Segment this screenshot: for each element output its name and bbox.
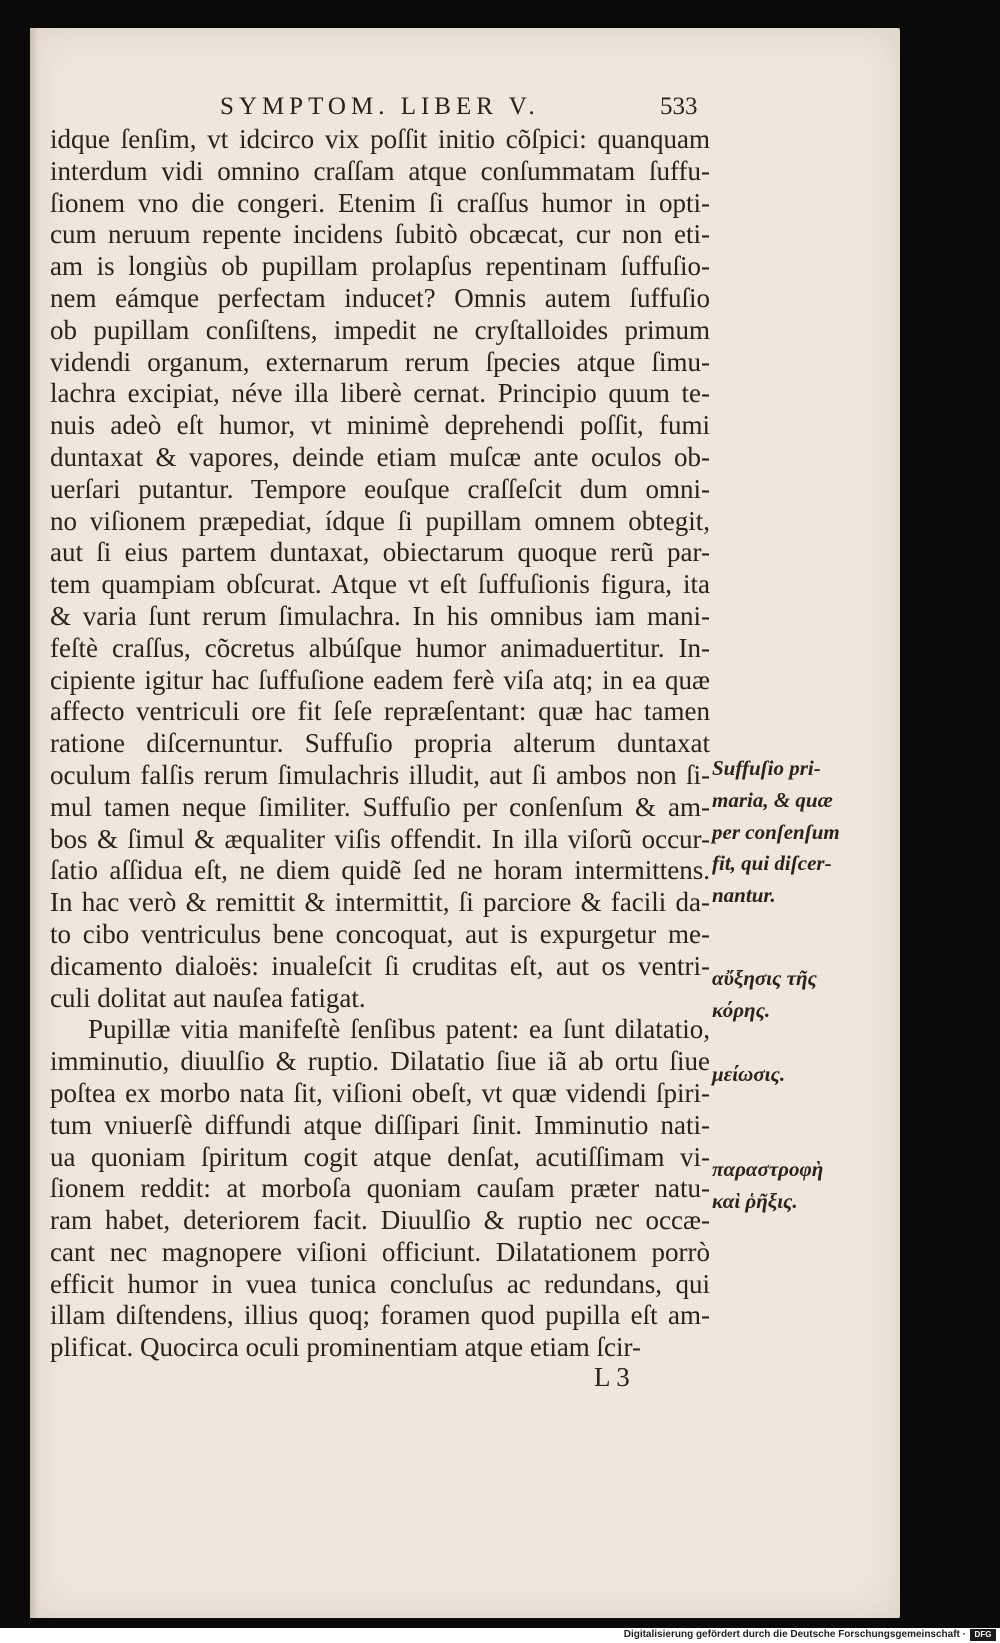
text-line: ſatio aſſidua eſt, ne diem quidẽ ſed ne horam intermittens. xyxy=(50,855,710,886)
text-line: ua quoniam ſpiritum cogit atque denſat, acutiſſimam vi- xyxy=(50,1141,710,1172)
margin-note-line: αὔξησις τῆς xyxy=(712,966,817,990)
margin-note-meiosis xyxy=(712,1059,862,1091)
margin-note-parastrophe xyxy=(712,1154,862,1218)
text-line: poſtea ex morbo nata ſit, viſioni obeſt, vt quæ videndi ſpiri- xyxy=(50,1077,710,1108)
footer-bar xyxy=(0,1628,1000,1643)
text-line: & varia ſunt rerum ſimulachra. In his omnibus iam mani- xyxy=(50,600,710,631)
page-number: 533 xyxy=(660,93,698,120)
text-line: tem quampiam obſcurat. Atque vt eſt ſuffuſionis figura, ita xyxy=(50,569,710,600)
dfg-logo-icon: DFG xyxy=(970,1629,996,1641)
margin-note-line: παραστροφὴ xyxy=(712,1157,824,1181)
text-line: oculum falſis rerum ſimulachris illudit, aut ſi ambos non ſi- xyxy=(50,759,710,790)
text-line: no viſionem præpediat, ídque ſi pupillam omnem obtegit, xyxy=(50,505,710,536)
margin-note-line: καὶ ῥῆξις. xyxy=(712,1188,798,1213)
text-line: bos & ſimul & æqualiter viſis offendit. In illa viſorũ occur- xyxy=(50,823,710,854)
text-line: duntaxat & vapores, deinde etiam muſcæ ante oculos ob- xyxy=(50,441,710,472)
page-header xyxy=(0,93,1000,125)
text-line: lachra excipiat, néve illa liberè cernat. Principio quum te- xyxy=(50,378,710,409)
text-line: ratione diſcernuntur. Suffuſio propria alterum duntaxat xyxy=(50,728,710,759)
text-line: feſtè craſſus, cõcretus albúſque humor animaduertitur. In- xyxy=(50,632,710,663)
text-line: illam diſtendens, illius quoq; foramen quod pupilla eſt am- xyxy=(50,1300,710,1331)
text-line: imminutio, diuulſio & ruptio. Dilatatio ſiue iã ab ortu ſiue xyxy=(50,1046,710,1077)
text-line: efficit humor in vuea tunica concluſus ac redundans, qui xyxy=(50,1268,710,1299)
text-line: idque ſenſim, vt idcirco vix poſſit initio cõſpici: quanquam xyxy=(50,124,710,154)
margin-note-line: fit, qui diſcer- xyxy=(712,851,832,876)
text-line: ſionem reddit: at morboſa quoniam cauſam præter natu- xyxy=(50,1173,710,1204)
footer-credit: Digitalisierung gefördert durch die Deutsche Forschungsgemeinschaft · xyxy=(623,1629,966,1640)
text-line: ob pupillam conſiſtens, impedit ne cryſtalloides primum xyxy=(50,314,710,345)
page-edge xyxy=(30,28,38,1618)
text-line: cipiente igitur hac ſuffuſione eadem ferè viſa atq; in ea quæ xyxy=(50,664,710,695)
text-line: affecto ventriculi ore fit ſeſe repræſentant: quæ hac tamen xyxy=(50,696,710,727)
text-line: cant nec magnopere viſioni officiunt. Dilatationem porrò xyxy=(50,1236,710,1267)
text-line: Pupillæ vitia manifeſtè ſenſibus patent: ea ſunt dilatatio, xyxy=(88,1014,710,1045)
text-line: to cibo ventriculus bene concoquat, aut is expurgetur me- xyxy=(50,918,710,949)
text-line: culi dolitat aut nauſea fatigat. xyxy=(50,982,366,1013)
margin-note-suffusio xyxy=(712,753,862,912)
text-line: videndi organum, externarum rerum ſpecies atque ſimu- xyxy=(50,346,710,377)
margin-note-line: μείωσις. xyxy=(712,1062,786,1086)
margin-note-line: Suffuſio pri- xyxy=(712,756,821,780)
text-line: nem eámque perfectam inducet? Omnis autem ſuffuſio xyxy=(50,282,710,313)
text-line: ram habet, deteriorem facit. Diuulſio & ruptio nec occæ- xyxy=(50,1205,710,1236)
text-line: uerſari putantur. Tempore eouſque craſſeſcit dum omni- xyxy=(50,473,710,504)
margin-note-line: per conſenſum xyxy=(712,819,840,844)
main-text xyxy=(50,124,710,1364)
text-line: cum neruum repente incidens ſubitò obcæcat, cur non eti- xyxy=(50,219,710,250)
text-line: tum vniuerſè diffundi atque diſſipari ſinit. Imminutio nati- xyxy=(50,1109,710,1140)
text-line: interdum vidi omnino craſſam atque conſummatam ſuffu- xyxy=(50,155,710,186)
margin-note-auxesis xyxy=(712,963,862,1027)
text-line: plificat. Quocirca oculi prominentiam atque etiam ſcir- xyxy=(50,1332,641,1363)
margin-note-line: maria, & quæ xyxy=(712,787,833,812)
text-line: ſionem vno die congeri. Etenim ſi craſſus humor in opti- xyxy=(50,187,710,218)
running-title: SYMPTOM. LIBER V. xyxy=(220,93,540,120)
text-line: mul tamen neque ſimiliter. Suffuſio per conſenſum & am- xyxy=(50,791,710,822)
text-line: am is longiùs ob pupillam prolapſus repentinam ſuffuſio- xyxy=(50,251,710,282)
text-line: dicamento dialoës: inualeſcit ſi cruditas eſt, aut os ventri- xyxy=(50,950,710,981)
text-line: aut ſi eius partem duntaxat, obiectarum quoque rerũ par- xyxy=(50,537,710,568)
text-line: nuis adeò eſt humor, vt minimè deprehendi poſſit, fumi xyxy=(50,410,710,441)
signature-mark: L 3 xyxy=(594,1362,630,1392)
text-line: In hac verò & remittit & intermittit, ſi parciore & facili da- xyxy=(50,887,710,918)
margin-note-line: nantur. xyxy=(712,883,776,908)
margin-note-line: κόρης. xyxy=(712,997,771,1022)
